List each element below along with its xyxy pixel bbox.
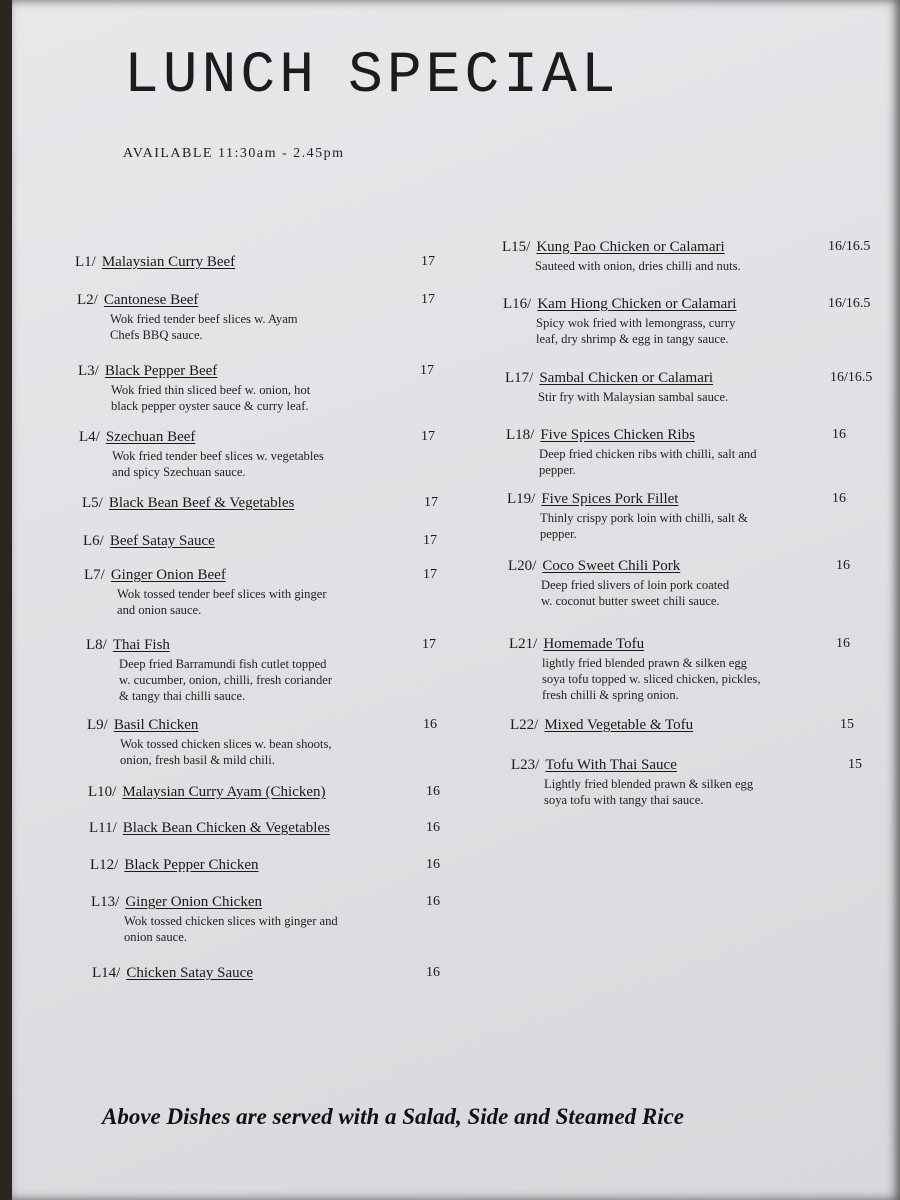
description-line: black pepper oyster sauce & curry leaf.	[111, 399, 309, 413]
menu-item	[511, 757, 862, 808]
menu-item	[90, 857, 440, 875]
item-price: 16	[832, 491, 846, 506]
menu-item	[75, 254, 435, 272]
menu-item	[89, 820, 440, 838]
menu-item	[502, 239, 871, 274]
menu-item	[82, 495, 438, 513]
item-price: 16	[426, 894, 440, 909]
item-code: L4/	[79, 429, 100, 445]
description-line: Deep fried chicken ribs with chilli, salt and	[539, 447, 757, 461]
item-price: 17	[421, 429, 435, 444]
menu-item	[91, 894, 440, 945]
item-code: L9/	[87, 717, 108, 733]
menu-item	[510, 717, 854, 735]
description-line: soya tofu topped w. sliced chicken, pickles,	[542, 672, 761, 686]
menu-item-header	[87, 717, 437, 735]
description-line: Wok fried tender beef slices w. vegetables	[112, 449, 324, 463]
description-line: Sauteed with onion, dries chilli and nuts.	[535, 259, 741, 273]
description-line: pepper.	[539, 463, 576, 477]
menu-item	[508, 558, 850, 609]
item-code: L22/	[510, 717, 539, 733]
item-code: L23/	[511, 757, 540, 773]
menu-item-header	[92, 965, 440, 983]
menu-item	[79, 429, 435, 480]
item-name: Homemade Tofu	[543, 636, 645, 652]
item-name: Cantonese Beef	[103, 292, 199, 308]
item-code: L3/	[78, 363, 99, 379]
description-line: leaf, dry shrimp & egg in tangy sauce.	[536, 332, 729, 346]
item-name: Basil Chicken	[113, 717, 199, 733]
menu-item-header	[82, 495, 438, 513]
description-line: & tangy thai chilli sauce.	[119, 689, 246, 703]
menu-item-header	[505, 370, 873, 388]
menu-item	[88, 784, 440, 802]
item-code: L20/	[508, 558, 537, 574]
item-description	[120, 736, 332, 768]
item-code: L12/	[90, 857, 119, 873]
menu-item-header	[90, 857, 440, 875]
item-code: L11/	[89, 820, 117, 836]
item-description	[542, 655, 760, 703]
menu-item-header	[509, 636, 850, 654]
item-price: 16/16.5	[830, 370, 873, 385]
menu-item	[87, 717, 437, 768]
availability-note: AVAILABLE 11:30am - 2.45pm	[123, 146, 345, 161]
description-line: fresh chilli & spring onion.	[542, 688, 679, 702]
item-price: 15	[840, 717, 854, 732]
item-description	[119, 656, 332, 704]
item-description	[544, 776, 753, 808]
item-description	[111, 382, 310, 414]
menu-item	[509, 636, 850, 703]
menu-item-header	[507, 491, 846, 509]
item-name: Black Bean Chicken & Vegetables	[122, 820, 330, 836]
menu-item-header	[511, 757, 862, 775]
item-code: L16/	[503, 296, 532, 312]
item-code: L7/	[84, 567, 105, 583]
menu-item-header	[79, 429, 435, 447]
item-code: L14/	[92, 965, 121, 981]
item-code: L19/	[507, 491, 536, 507]
item-description	[541, 577, 729, 609]
item-name: Mixed Vegetable & Tofu	[544, 717, 694, 733]
description-line: Wok tossed chicken slices with ginger and	[124, 914, 338, 928]
item-description	[110, 311, 298, 343]
item-price: 17	[420, 363, 434, 378]
description-line: and onion sauce.	[117, 603, 202, 617]
menu-item	[505, 370, 873, 405]
menu-item-header	[88, 784, 440, 802]
item-name: Thai Fish	[112, 637, 170, 653]
menu-item	[83, 533, 437, 551]
menu-item-header	[508, 558, 850, 576]
item-name: Szechuan Beef	[105, 429, 196, 445]
item-code: L8/	[86, 637, 107, 653]
item-name: Five Spices Chicken Ribs	[540, 427, 695, 443]
item-name: Chicken Satay Sauce	[126, 965, 253, 981]
footer-note: Above Dishes are served with a Salad, Side and Steamed Rice	[102, 1104, 685, 1129]
item-name: Ginger Onion Beef	[110, 567, 226, 583]
menu-item	[92, 965, 440, 983]
description-line: Spicy wok fried with lemongrass, curry	[536, 316, 736, 330]
item-name: Black Pepper Beef	[104, 363, 218, 379]
menu-item-header	[84, 567, 437, 585]
description-line: Stir fry with Malaysian sambal sauce.	[538, 390, 729, 404]
description-line: lightly fried blended prawn & silken egg	[542, 656, 747, 670]
description-line: w. cucumber, onion, chilli, fresh coriander	[119, 673, 333, 687]
menu-item	[86, 637, 436, 704]
item-name: Kam Hiong Chicken or Calamari	[537, 296, 737, 312]
menu-item-header	[506, 427, 846, 445]
item-description	[536, 315, 736, 347]
item-name: Malaysian Curry Ayam (Chicken)	[122, 784, 326, 800]
description-line: and spicy Szechuan sauce.	[112, 465, 246, 479]
description-line: soya tofu with tangy thai sauce.	[544, 793, 704, 807]
item-price: 17	[421, 292, 435, 307]
item-price: 16	[426, 820, 440, 835]
item-price: 17	[424, 495, 438, 510]
item-price: 16	[832, 427, 846, 442]
item-description	[539, 446, 757, 478]
item-code: L2/	[77, 292, 98, 308]
item-name: Sambal Chicken or Calamari	[539, 370, 714, 386]
item-name: Tofu With Thai Sauce	[545, 757, 677, 773]
menu-item-header	[75, 254, 435, 272]
item-price: 16/16.5	[828, 239, 871, 254]
item-price: 16	[426, 857, 440, 872]
item-description	[124, 913, 338, 945]
description-line: Chefs BBQ sauce.	[110, 328, 203, 342]
item-price: 15	[848, 757, 862, 772]
menu-item-header	[91, 894, 440, 912]
item-description	[538, 389, 728, 405]
menu-item-header	[83, 533, 437, 551]
menu-item	[506, 427, 846, 478]
item-name: Coco Sweet Chili Pork	[542, 558, 681, 574]
item-price: 17	[423, 533, 437, 548]
description-line: Wok tossed chicken slices w. bean shoots,	[120, 737, 332, 751]
menu-item	[77, 292, 435, 343]
menu-item-header	[503, 296, 871, 314]
menu-item	[78, 363, 434, 414]
description-line: Wok fried thin sliced beef w. onion, hot	[111, 383, 311, 397]
item-code: L18/	[506, 427, 535, 443]
item-name: Black Pepper Chicken	[124, 857, 259, 873]
description-line: Deep fried slivers of loin pork coated	[541, 578, 730, 592]
page-title	[124, 44, 620, 109]
menu-item-header	[502, 239, 871, 257]
item-code: L6/	[83, 533, 104, 549]
menu-item-header	[78, 363, 434, 381]
description-line: Wok fried tender beef slices w. Ayam	[110, 312, 298, 326]
item-price: 16/16.5	[828, 296, 871, 311]
item-code: L15/	[502, 239, 531, 255]
item-code: L1/	[75, 254, 96, 270]
item-name: Malaysian Curry Beef	[101, 254, 236, 270]
item-code: L10/	[88, 784, 117, 800]
description-line: Thinly crispy pork loin with chilli, salt &	[540, 511, 748, 525]
menu-item-header	[89, 820, 440, 838]
menu-item	[84, 567, 437, 618]
description-line: onion sauce.	[124, 930, 187, 944]
menu-item-header	[86, 637, 436, 655]
menu-item	[507, 491, 846, 542]
menu-page	[12, 0, 900, 1200]
item-code: L21/	[509, 636, 538, 652]
item-description	[117, 586, 327, 618]
item-description	[112, 448, 324, 480]
item-price: 17	[423, 567, 437, 582]
description-line: Deep fried Barramundi fish cutlet topped	[119, 657, 327, 671]
item-price: 16	[426, 784, 440, 799]
item-code: L5/	[82, 495, 103, 511]
item-name: Black Bean Beef & Vegetables	[108, 495, 295, 511]
title-word-lunch: LUNCH	[124, 44, 319, 109]
menu-item	[503, 296, 871, 347]
menu-item-header	[510, 717, 854, 735]
description-line: pepper.	[540, 527, 577, 541]
item-name: Kung Pao Chicken or Calamari	[536, 239, 725, 255]
item-price: 17	[422, 637, 436, 652]
description-line: w. coconut butter sweet chili sauce.	[541, 594, 720, 608]
item-name: Beef Satay Sauce	[109, 533, 215, 549]
item-price: 16	[836, 636, 850, 651]
item-description	[535, 258, 741, 274]
item-name: Ginger Onion Chicken	[125, 894, 262, 910]
description-line: onion, fresh basil & mild chili.	[120, 753, 275, 767]
title-word-special: SPECIAL	[348, 44, 620, 109]
item-price: 16	[836, 558, 850, 573]
description-line: Wok tossed tender beef slices with ginger	[117, 587, 327, 601]
description-line: Lightly fried blended prawn & silken egg	[544, 777, 754, 791]
item-name: Five Spices Pork Fillet	[541, 491, 679, 507]
item-price: 16	[423, 717, 437, 732]
item-code: L17/	[505, 370, 534, 386]
item-price: 16	[426, 965, 440, 980]
item-price: 17	[421, 254, 435, 269]
item-description	[540, 510, 748, 542]
menu-item-header	[77, 292, 435, 310]
item-code: L13/	[91, 894, 120, 910]
